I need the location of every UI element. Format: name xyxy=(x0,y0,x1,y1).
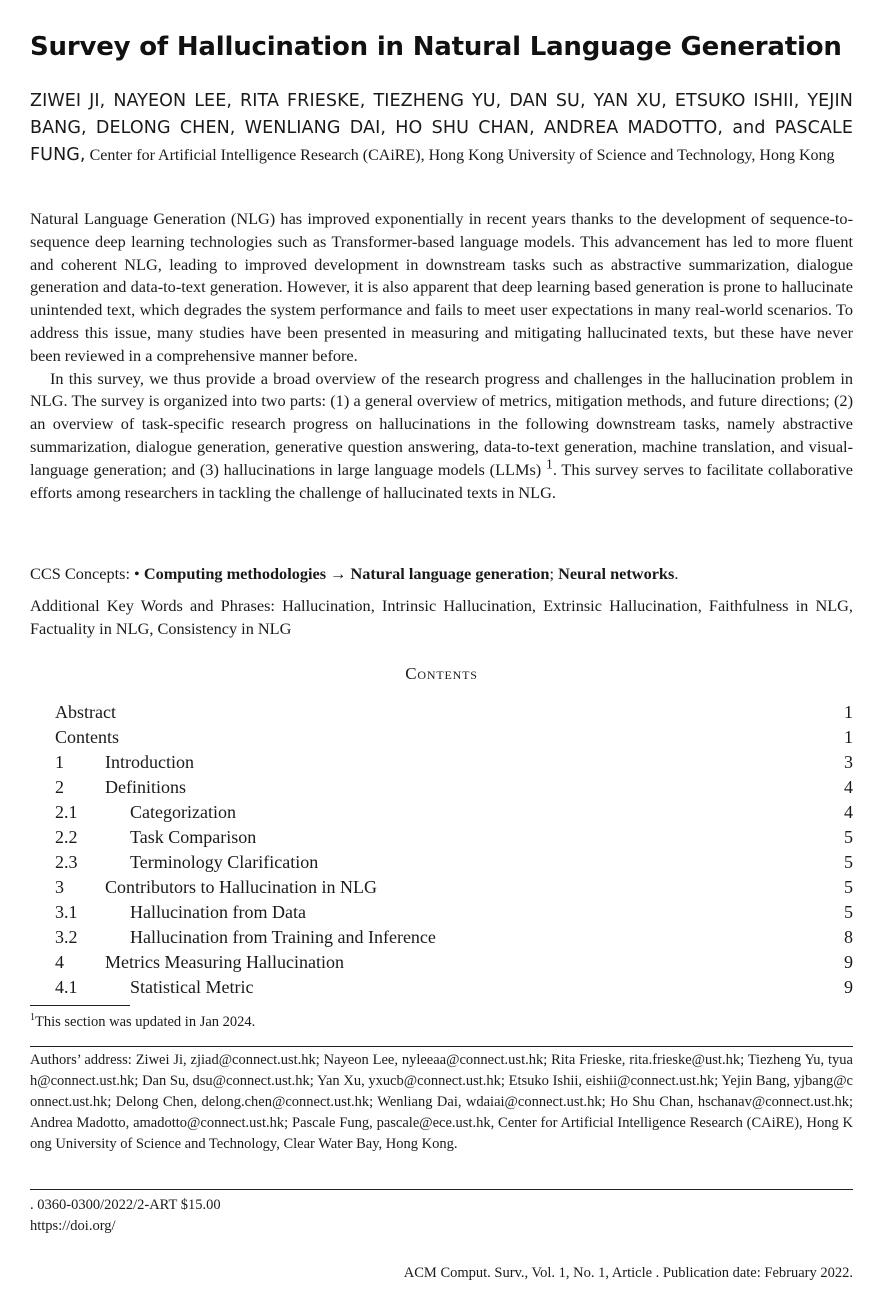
toc-entry-label[interactable]: Introduction xyxy=(105,752,194,772)
toc-entry-number: 1 xyxy=(55,752,64,772)
toc-entry-page[interactable]: 9 xyxy=(844,977,853,997)
toc-heading: Contents xyxy=(405,664,478,683)
toc-entry[interactable] xyxy=(55,725,853,750)
table-of-contents xyxy=(55,700,853,1000)
footnote-ref[interactable]: 1 xyxy=(546,456,553,472)
toc-entry-number: 3 xyxy=(55,877,64,897)
toc-entry-number: 3.1 xyxy=(55,902,78,922)
abstract-paragraph-2-text: In this survey, we thus provide a broad overview of the research progress and challenges in the hallucination problem in NLG. The survey is organized into two parts: (1) a general overview of metrics, mitigation methods, and future directions; (2) an overview of task-specific research progress on hallucinations in the following downstream tasks, namely abstractive summarization, dialogue generation, generative question answering, data-to-text generation, machine translation, and visual-language generation; and (3) hallucinations in large language models (LLMs) xyxy=(30,368,853,479)
keywords: Additional Key Words and Phrases: Hallucination, Intrinsic Hallucination, Extrinsic Hallucination, Faithfulness in NLG, Factuality in NLG, Consistency in NLG xyxy=(30,596,853,638)
toc-entry-label[interactable]: Definitions xyxy=(105,777,186,797)
toc-entry[interactable] xyxy=(55,800,853,825)
doi-link[interactable]: https://doi.org/ xyxy=(30,1218,116,1234)
toc-entry[interactable] xyxy=(55,825,853,850)
abstract-paragraph-2-end: . This survey serves to facilitate collaborative efforts among researchers in tackling the challenge of hallucinated texts in NLG. xyxy=(30,459,853,502)
toc-entry[interactable] xyxy=(55,700,853,725)
toc-entry-number: 2.2 xyxy=(55,827,78,847)
author-block xyxy=(30,88,853,169)
toc-entry[interactable] xyxy=(55,950,853,975)
toc-entry[interactable] xyxy=(55,925,853,950)
toc-entry-page[interactable]: 5 xyxy=(844,827,853,847)
toc-entry-label[interactable]: Statistical Metric xyxy=(130,977,254,997)
toc-entry[interactable] xyxy=(55,750,853,775)
toc-entry[interactable] xyxy=(55,975,853,1000)
toc-entry-page[interactable]: 5 xyxy=(844,902,853,922)
abstract-paragraph-1: Natural Language Generation (NLG) has improved exponentially in recent years thanks to the development of sequence-to-sequence deep learning technologies such as Transformer-based language models. This advancement has led to more fluent and coherent NLG, leading to improved development in downstream tasks such as abstractive summarization, dialogue generation and data-to-text generation. However, it is also apparent that deep learning based generation is prone to hallucinate unintended text, which degrades the system performance and fails to meet user expectations in many real-world scenarios. To address this issue, many studies have been presented in measuring and mitigating hallucinated texts, but these have never been reviewed in a comprehensive manner before. xyxy=(30,209,853,365)
toc-entry-number: 2.1 xyxy=(55,802,78,822)
toc-entry-page[interactable]: 9 xyxy=(844,952,853,972)
author-affiliation: Center for Artificial Intelligence Research (CAiRE), Hong Kong University of Science and Technology, Hong Kong xyxy=(85,147,835,164)
paper-title: Survey of Hallucination in Natural Language Generation xyxy=(30,32,842,62)
toc-entry-number: 2 xyxy=(55,777,64,797)
toc-entry-page[interactable]: 1 xyxy=(844,727,853,747)
toc-entry-page[interactable]: 3 xyxy=(844,752,853,772)
footnote xyxy=(30,1012,853,1032)
ccs-end: . xyxy=(674,564,679,583)
ccs-concepts xyxy=(30,563,853,585)
footnote-rule xyxy=(30,1005,130,1006)
toc-entry-number: 4 xyxy=(55,952,64,972)
toc-entry-label[interactable]: Categorization xyxy=(130,802,236,822)
toc-entry[interactable] xyxy=(55,900,853,925)
authors-address: Authors’ address: Ziwei Ji, zjiad@connect.ust.hk; Nayeon Lee, nyleeaa@connect.ust.hk; Rita Frieske, rita.frieske@ust.hk; Tiezheng Yu, tyuah@connect.ust.hk; Dan Su, dsu@connect.ust.hk; Yan Xu, yxucb@connect.ust.hk; Etsuko Ishii, eishii@connect.ust.hk; Yejin Bang, yjbang@connect.ust.hk; Delong Chen, delong.chen@connect.ust.hk; Wenliang Dai, wdaiai@connect.ust.hk; Ho Shu Chan, hschanav@connect.ust.hk; Andrea Madotto, amadotto@connect.ust.hk; Pascale Fung, pascale@ece.ust.hk, Center for Artificial Intelligence Research (CAiRE), Hong Kong University of Science and Technology, Clear Water Bay, Hong Kong. xyxy=(30,1052,853,1152)
divider xyxy=(30,1046,853,1047)
toc-entry-label[interactable]: Hallucination from Training and Inference xyxy=(130,927,436,947)
toc-entry[interactable] xyxy=(55,775,853,800)
toc-entry-label[interactable]: Contributors to Hallucination in NLG xyxy=(105,877,377,897)
divider xyxy=(30,1189,853,1190)
ccs-label: CCS Concepts: • xyxy=(30,564,144,583)
toc-entry-label[interactable]: Terminology Clarification xyxy=(130,852,319,872)
ccs-concept-2: Neural networks xyxy=(558,564,675,583)
running-footer: ACM Comput. Surv., Vol. 1, No. 1, Article . Publication date: February 2022. xyxy=(403,1265,853,1281)
toc-entry-label[interactable]: Abstract xyxy=(55,702,116,722)
toc-entry-page[interactable]: 5 xyxy=(844,852,853,872)
ccs-concept-1: Computing methodologies → Natural language generation xyxy=(143,564,550,583)
footnote-mark: 1 xyxy=(30,1012,35,1024)
ccs-separator: ; xyxy=(549,564,559,583)
author-names: ZIWEI JI, NAYEON LEE, RITA FRIESKE, TIEZHENG YU, DAN SU, YAN XU, ETSUKO ISHII, YEJIN BANG, DELONG CHEN, WENLIANG DAI, HO SHU CHAN, ANDREA MADOTTO, and PASCALE FUNG, xyxy=(30,91,853,165)
toc-entry-number: 2.3 xyxy=(55,852,78,872)
toc-entry-page[interactable]: 5 xyxy=(844,877,853,897)
abstract xyxy=(30,208,853,504)
toc-entry-label[interactable]: Metrics Measuring Hallucination xyxy=(105,952,344,972)
toc-entry[interactable] xyxy=(55,850,853,875)
toc-entry-page[interactable]: 1 xyxy=(844,702,853,722)
footnote-text: This section was updated in Jan 2024. xyxy=(35,1014,256,1030)
abstract-paragraph-2 xyxy=(30,368,853,505)
publication-info xyxy=(30,1195,853,1237)
toc-entry-label[interactable]: Hallucination from Data xyxy=(130,902,306,922)
toc-entry-page[interactable]: 4 xyxy=(844,777,853,797)
issn-line: . 0360-0300/2022/2-ART $15.00 xyxy=(30,1197,221,1213)
toc-entry-label[interactable]: Contents xyxy=(55,727,120,747)
toc-entry-label[interactable]: Task Comparison xyxy=(130,827,257,847)
toc-entry-page[interactable]: 4 xyxy=(844,802,853,822)
toc-entry-number: 3.2 xyxy=(55,927,78,947)
toc-entry-number: 4.1 xyxy=(55,977,78,997)
toc-entry[interactable] xyxy=(55,875,853,900)
toc-entry-page[interactable]: 8 xyxy=(844,927,853,947)
